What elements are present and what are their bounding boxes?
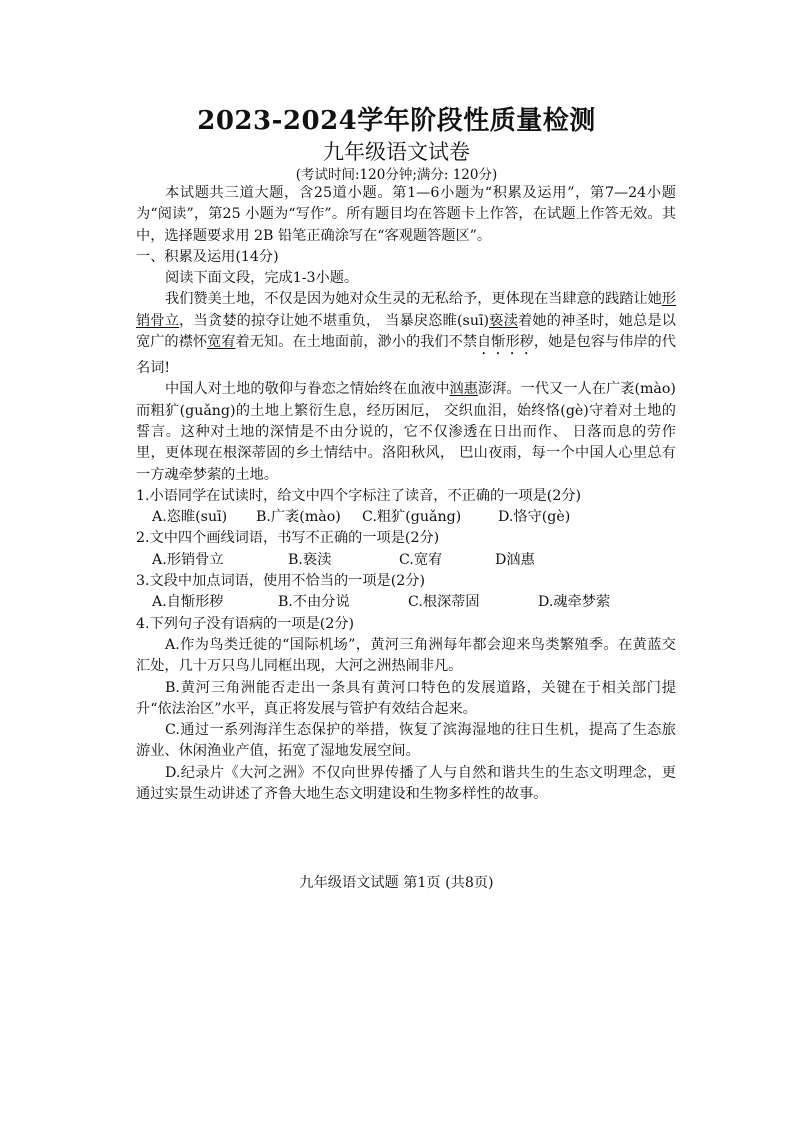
- underlined-word: 亵渎: [489, 312, 518, 329]
- underlined-word: 宽宥: [207, 334, 236, 351]
- passage-text: 澎湃。一代又一人在广袤(mào)而粗犷(guǎng)的土地上繁衍生息，经历困厄， 交织血泪，始终恪(gè)守着对土地的誓言。这种对土地的深情是不由分说的，它不仅渗透在日出而作、 日落而息的劳作里，更体现在根深蒂固的乡土情结中。洛阳秋风， 巴山夜雨，每一个中国人心里总有一方魂牵梦萦的土地。: [136, 381, 676, 483]
- exam-body: [136, 183, 676, 805]
- option-a: A.自惭形秽: [152, 594, 224, 611]
- question-1-stem: 1.小语同学在试读时，给文中四个字标注了读音，不正确的一项是(2分): [136, 487, 582, 504]
- option-c: C.宽宥: [399, 551, 443, 568]
- question-2-options: [136, 550, 676, 571]
- passage-text: ，当贪婪的掠夺让她不堪重负， 当暴戾恣睢(suī): [179, 312, 490, 329]
- reading-intro: 阅读下面文段，完成1-3小题。: [165, 270, 359, 287]
- section-heading: 一、积累及运用(14分): [136, 248, 279, 265]
- option-b: B.广袤(mào): [256, 509, 341, 526]
- page-footer: 九年级语文试题 第1页 (共8页): [299, 875, 494, 891]
- instructions-paragraph: 本试题共三道大题，含25道小题。第1—6小题为“积累及运用”，第7—24小题为“阅读”，第25 小题为“写作”。所有题目均在答题卡上作答，在试题上作答无效。其中，选择题要求用 2B 铅笔正确涂写在“客观题答题区”。: [136, 185, 676, 244]
- passage-text: 我们赞美土地，不仅是因为她对众生灵的无私给予，更体现在当肆意的践踏让她: [165, 291, 662, 308]
- option-b: B.不由分说: [278, 594, 350, 611]
- question-3-stem: 3.文段中加点词语，使用不恰当的一项是(2分): [136, 573, 426, 590]
- option-a: A.形销骨立: [152, 551, 224, 568]
- passage-paragraph-2: [136, 379, 676, 485]
- exam-title: 2023-2024学年阶段性质量检测: [197, 106, 596, 136]
- passage-paragraph-1: [136, 289, 676, 379]
- passage-text: 着无知。在土地面前，渺小的我们不禁: [235, 334, 478, 351]
- option-c: C.粗犷(guǎng): [362, 509, 462, 526]
- question-2-stem: 2.文中四个画线词语，书写不正确的一项是(2分): [136, 530, 440, 547]
- option-d: D汹惠: [495, 551, 535, 568]
- passage-text: 着她的神圣时，她总是以宽广的襟怀: [136, 312, 676, 351]
- dotted-word: 自惭形秽: [477, 334, 534, 351]
- question-4-choice-b: B.黄河三角洲能否走出一条具有黄河口特色的发展道路，关键在于相关部门提升“依法治区”水平，真正将发展与管护有效结合起来。: [136, 679, 676, 717]
- question-4-choice-d: D.纪录片《大河之洲》不仅向世界传播了人与自然和谐共生的生态文明理念，更通过实景生动讲述了齐鲁大地生态文明建设和生物多样性的故事。: [136, 764, 676, 803]
- question-3-options: [136, 592, 676, 613]
- option-a: A.恣睢(suī): [152, 509, 228, 526]
- underlined-word: 汹惠: [449, 381, 478, 398]
- question-4-choice-a: A.作为鸟类迁徙的“国际机场”，黄河三角洲每年都会迎来鸟类繁殖季。在黄蓝交汇处，几十万只鸟儿同框出现，大河之洲热闹非凡。: [136, 636, 676, 675]
- exam-time-score: (考试时间:120分钟;满分: 120分): [295, 167, 498, 183]
- option-c: C.根深蒂固: [408, 594, 480, 611]
- question-4-choice-c: C.通过一系列海洋生态保护的举措，恢复了滨海湿地的往日生机，提高了生态旅游业、休闲渔业产值，拓宽了湿地发展空间。: [136, 722, 676, 760]
- underlined-word: 形销骨立: [136, 291, 676, 329]
- passage-text: ，她是包容与伟岸的代名词!: [136, 334, 676, 377]
- question-4-stem: 4.下列句子没有语病的一项是(2分): [136, 615, 355, 632]
- option-b: B.亵渎: [288, 551, 332, 568]
- option-d: D.恪守(gè): [498, 509, 571, 526]
- exam-subtitle: 九年级语文试卷: [323, 140, 470, 164]
- question-1-options: [136, 507, 676, 528]
- option-d: D.魂牵梦萦: [538, 594, 611, 611]
- passage-text: 中国人对土地的敬仰与眷恋之情始终在血液中: [165, 381, 450, 398]
